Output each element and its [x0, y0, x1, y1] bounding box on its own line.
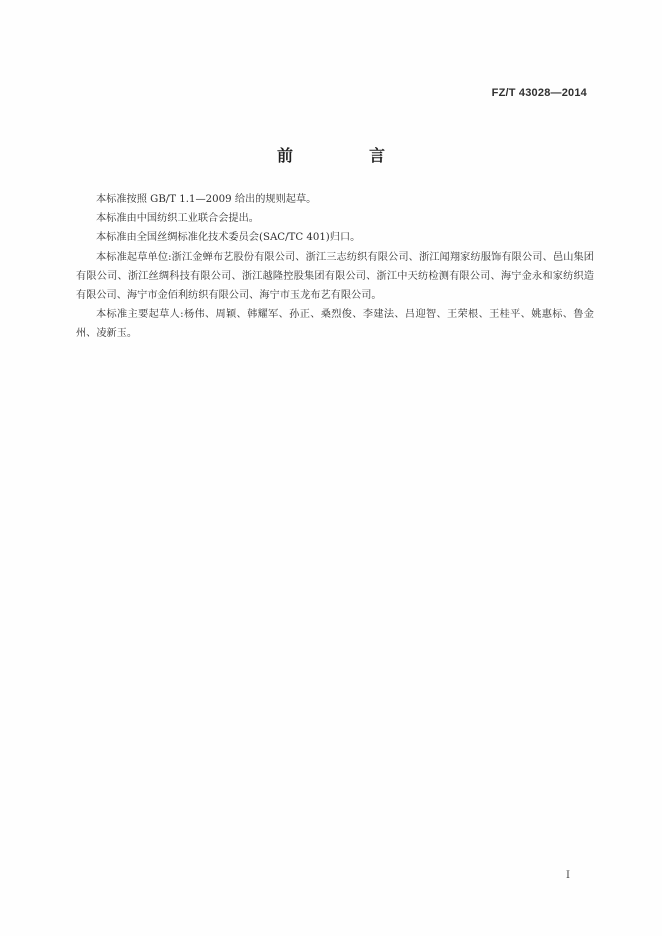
paragraph-main-drafters: 本标准主要起草人:杨伟、周颖、韩耀军、孙正、桑烈俊、李建法、吕迎智、王荣根、王桂平、姚惠标、鲁金州、凌新玉。 [76, 309, 594, 340]
page-title: 前 言 [276, 146, 415, 165]
paragraph-proposer: 本标准由中国纺织工业联合会提出。 [96, 213, 259, 225]
paragraph-drafting-rules: 本标准按照 GB/T 1.1—2009 给出的规则起草。 [96, 194, 317, 205]
paragraph-drafting-organizations: 本标准起草单位:浙江金蝉布艺股份有限公司、浙江三志纺织有限公司、浙江闻翔家纺服饰有限公司、邑山集团有限公司、浙江丝绸科技有限公司、浙江越隆控股集团有限公司、浙江中天纺检测有限公司、海宁金永和家纺织造有限公司、海宁市金佰利纺织有限公司、海宁市玉龙布艺有限公司。 [76, 251, 594, 302]
paragraph-technical-committee: 本标准由全国丝绸标准化技术委员会(SAC/TC 401)归口。 [96, 232, 361, 244]
foreword-body [76, 190, 594, 344]
page-number: I [566, 870, 570, 881]
standard-code: FZ/T 43028—2014 [491, 87, 587, 99]
